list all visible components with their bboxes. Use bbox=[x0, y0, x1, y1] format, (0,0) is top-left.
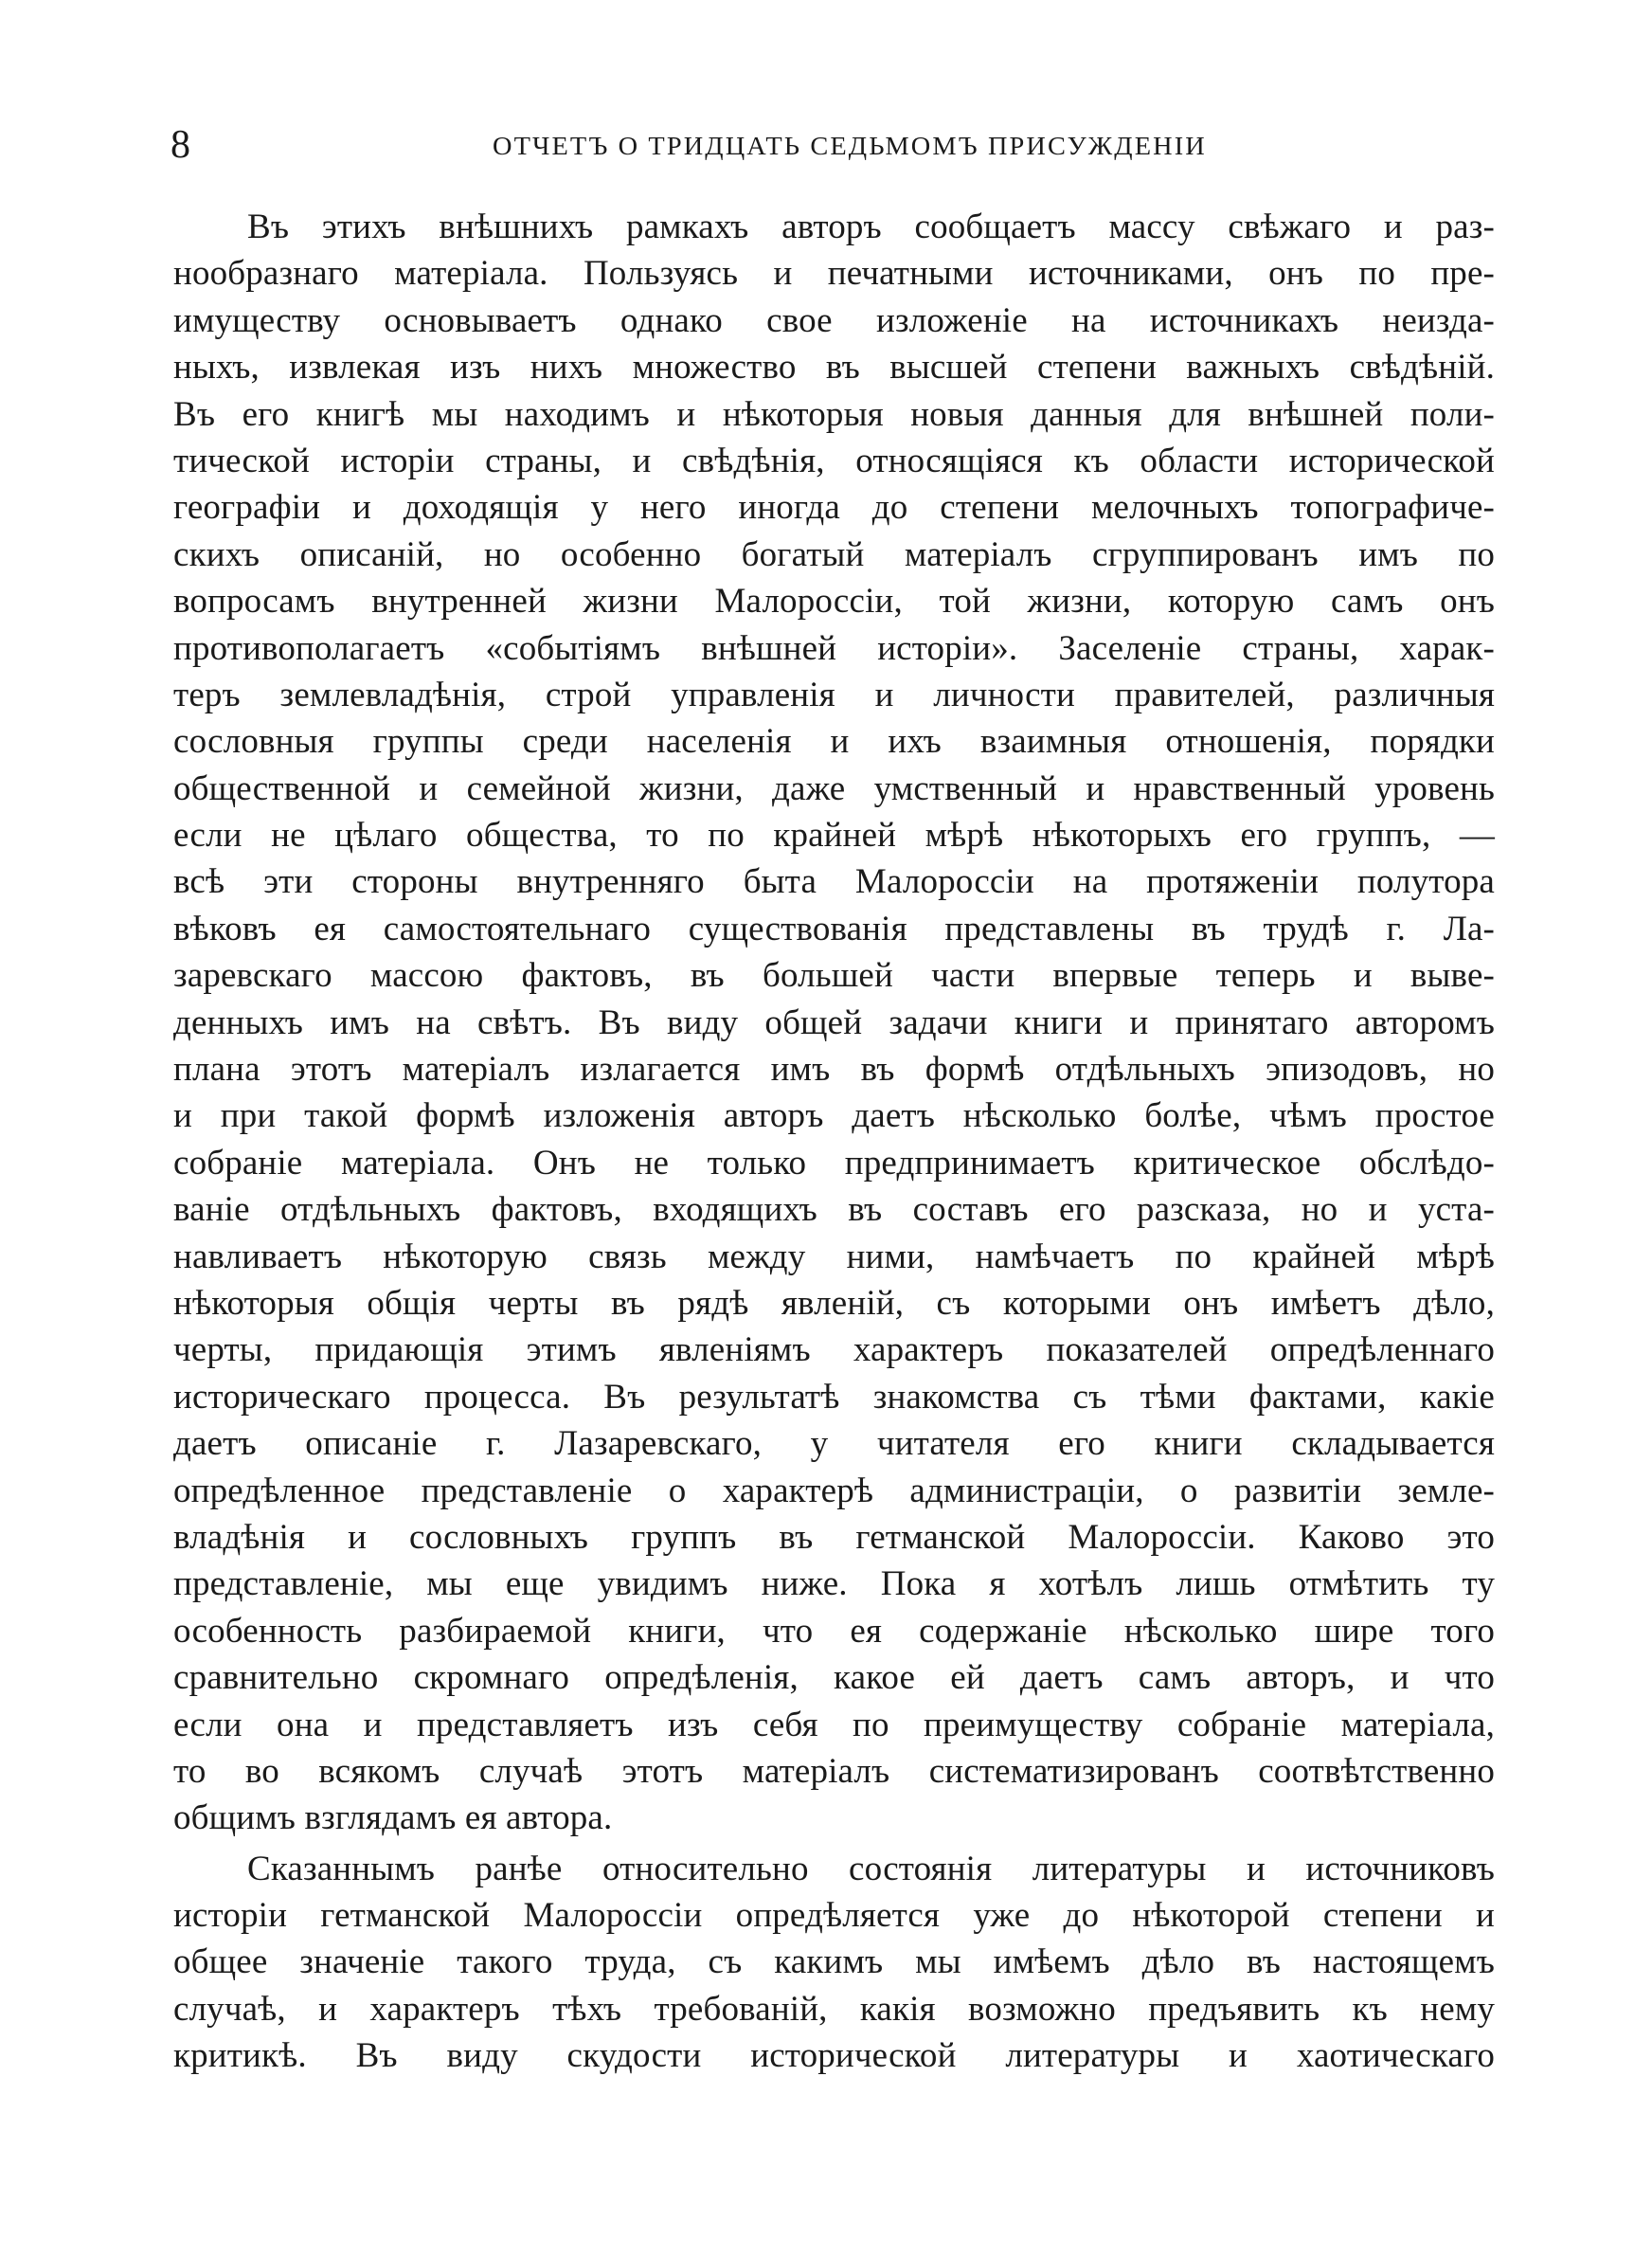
text-line: заревскаго массою фактовъ, въ большей части впервые теперь и выве- bbox=[173, 956, 1495, 996]
text-line: географіи и доходящія у него иногда до степени мелочныхъ топографиче- bbox=[173, 488, 1495, 528]
text-line: критикѣ. Въ виду скудости исторической литературы и хаотическаго bbox=[173, 2036, 1495, 2076]
text-line: Сказаннымъ ранѣе относительно состоянія литературы и источниковъ bbox=[247, 1849, 1495, 1888]
text-line: имуществу основываетъ однако свое изложеніе на источникахъ неизда- bbox=[173, 300, 1495, 340]
text-line: случаѣ, и характеръ тѣхъ требованій, какія возможно предъявить къ нему bbox=[173, 1989, 1495, 2029]
text-line: историческаго процесса. Въ результатѣ знакомства съ тѣми фактами, какіе bbox=[173, 1377, 1495, 1417]
text-line: вѣковъ ея самостоятельнаго существованія представлены въ трудѣ г. Ла- bbox=[173, 909, 1495, 948]
text-line: противополагаетъ «событіямъ внѣшней исторіи». Заселеніе страны, харак- bbox=[173, 628, 1495, 668]
text-line: общее значеніе такого труда, съ какимъ мы имѣемъ дѣло въ настоящемъ bbox=[173, 1942, 1495, 1982]
text-line: Въ его книгѣ мы находимъ и нѣкоторыя новыя данныя для внѣшней поли- bbox=[173, 394, 1495, 434]
text-line: и при такой формѣ изложенія авторъ даетъ нѣсколько болѣе, чѣмъ простое bbox=[173, 1096, 1495, 1136]
text-line: представленіе, мы еще увидимъ ниже. Пока я хотѣлъ лишь отмѣтить ту bbox=[173, 1564, 1495, 1604]
text-line: опредѣленное представленіе о характерѣ администраціи, о развитіи земле- bbox=[173, 1471, 1495, 1510]
text-line: если не цѣлаго общества, то по крайней мѣрѣ нѣкоторыхъ его группъ, — bbox=[173, 816, 1495, 856]
text-line: сравнительно скромнаго опредѣленія, какое ей даетъ самъ авторъ, и что bbox=[173, 1658, 1495, 1698]
text-line: навливаетъ нѣкоторую связь между ними, намѣчаетъ по крайней мѣрѣ bbox=[173, 1237, 1495, 1276]
text-line: денныхъ имъ на свѣтъ. Въ виду общей задачи книги и принятаго авторомъ bbox=[173, 1002, 1495, 1042]
text-line: общимъ взглядамъ ея автора. bbox=[173, 1798, 613, 1838]
page-number: 8 bbox=[171, 123, 190, 167]
text-line: исторіи гетманской Малороссіи опредѣляется уже до нѣкоторой степени и bbox=[173, 1896, 1495, 1936]
text-line: собраніе матеріала. Онъ не только предпринимаетъ критическое обслѣдо- bbox=[173, 1143, 1495, 1183]
body-text bbox=[173, 204, 1495, 2080]
paragraph bbox=[173, 1846, 1495, 2080]
text-line: Въ этихъ внѣшнихъ рамкахъ авторъ сообщаетъ массу свѣжаго и раз- bbox=[247, 208, 1495, 246]
text-line: общественной и семейной жизни, даже умственный и нравственный уровень bbox=[173, 768, 1495, 808]
text-line: скихъ описаній, но особенно богатый матеріалъ сгруппированъ имъ по bbox=[173, 534, 1495, 574]
text-line: вопросамъ внутренней жизни Малороссіи, той жизни, которую самъ онъ bbox=[173, 582, 1495, 622]
text-line: теръ землевладѣнія, строй управленія и личности правителей, различныя bbox=[173, 675, 1495, 714]
text-line: ныхъ, извлекая изъ нихъ множество въ высшей степени важныхъ свѣдѣній. bbox=[173, 348, 1495, 388]
text-line: ваніе отдѣльныхъ фактовъ, входящихъ въ составъ его разсказа, но и уста- bbox=[173, 1190, 1495, 1230]
text-line: то во всякомъ случаѣ этотъ матеріалъ систематизированъ соотвѣтственно bbox=[173, 1751, 1495, 1791]
text-line: особенность разбираемой книги, что ея содержаніе нѣсколько шире того bbox=[173, 1611, 1495, 1651]
running-head bbox=[171, 121, 1497, 169]
text-line: тической исторіи страны, и свѣдѣнія, относящіяся къ области исторической bbox=[173, 441, 1495, 480]
text-line: плана этотъ матеріалъ излагается имъ въ формѣ отдѣльныхъ эпизодовъ, но bbox=[173, 1050, 1495, 1090]
text-line: сословныя группы среди населенія и ихъ взаимныя отношенія, порядки bbox=[173, 722, 1495, 762]
text-line: нообразнаго матеріала. Пользуясь и печатными источниками, онъ по пре- bbox=[173, 254, 1495, 294]
text-line: всѣ эти стороны внутренняго быта Малороссіи на протяженіи полутора bbox=[173, 862, 1495, 902]
text-line: нѣкоторыя общія черты въ рядѣ явленій, съ которыми онъ имѣетъ дѣло, bbox=[173, 1283, 1495, 1323]
paragraph bbox=[173, 204, 1495, 1842]
text-line: черты, придающія этимъ явленіямъ характеръ показателей опредѣленнаго bbox=[173, 1330, 1495, 1370]
text-line: если она и представляетъ изъ себя по преимуществу собраніе матеріала, bbox=[173, 1705, 1495, 1744]
running-head-title: ОТЧЕТЪ О ТРИДЦАТЬ СЕДЬМОМЪ ПРИСУЖДЕНІИ bbox=[493, 132, 1207, 160]
text-line: владѣнія и сословныхъ группъ въ гетманской Малороссіи. Каково это bbox=[173, 1517, 1495, 1557]
text-line: даетъ описаніе г. Лазаревскаго, у читателя его книги складывается bbox=[173, 1424, 1495, 1464]
